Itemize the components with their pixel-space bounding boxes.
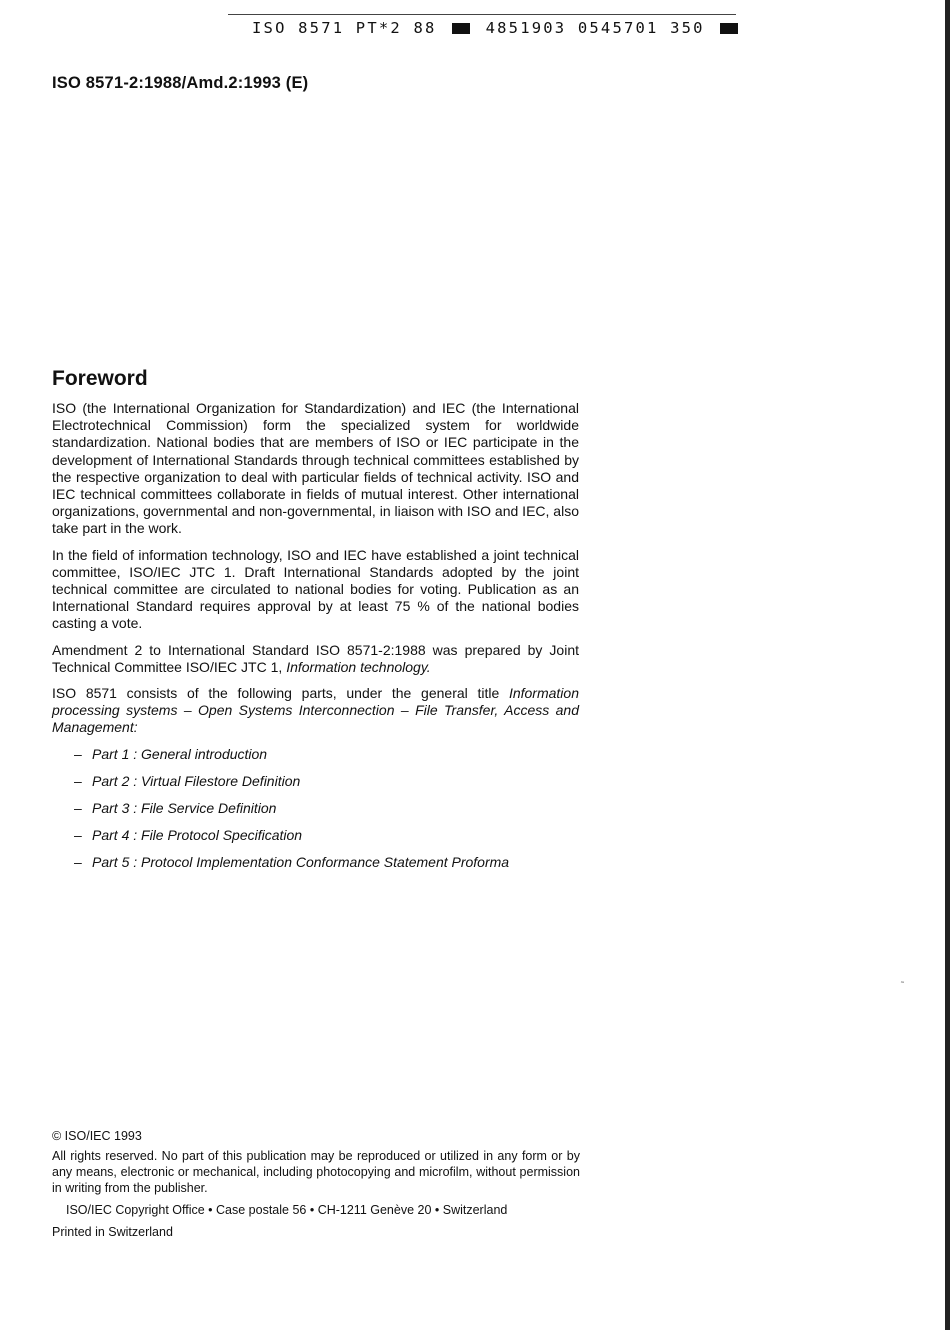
list-item: – Part 5 : Protocol Implementation Conformance Statement Proforma (52, 854, 579, 871)
standard-reference: ISO 8571-2:1988/Amd.2:1993 (E) (52, 74, 309, 92)
foreword-section (52, 366, 579, 881)
foreword-paragraph (52, 685, 579, 737)
copyright-block (52, 1128, 580, 1240)
parts-list (52, 746, 579, 871)
foreword-paragraph: ISO (the International Organization for Standardization) and IEC (the International Electrotechnical Commission) form the specialized system for worldwide standardization. National bodies that are members of ISO or IEC participate in the development of International Standards through technical committees established by the respective organization to deal with particular fields of technical activity. ISO and IEC technical committees collaborate in fields of mutual interest. Other international organizations, governmental and non-governmental, in liaison with ISO and IEC, also take part in the work. (52, 400, 579, 537)
foreword-paragraph (52, 642, 579, 676)
scan-block-mark (720, 23, 738, 34)
scan-top-line (228, 14, 736, 15)
list-item: – Part 1 : General introduction (52, 746, 579, 763)
copyright-office: ISO/IEC Copyright Office • Case postale 56 • CH-1211 Genève 20 • Switzerland (66, 1203, 508, 1217)
scan-edge-mark: ˜ (901, 980, 904, 990)
printed-in: Printed in Switzerland (52, 1225, 173, 1239)
copyright-notice: © ISO/IEC 1993 (52, 1129, 142, 1143)
scan-code-left: ISO 8571 PT*2 88 (252, 19, 437, 37)
italic-title: Information processing systems – Open Systems Interconnection – File Transfer, Access and Management: (52, 685, 579, 736)
scan-header-code (252, 19, 742, 37)
list-item: – Part 4 : File Protocol Specification (52, 827, 579, 844)
scan-code-right: 4851903 0545701 350 (485, 19, 705, 37)
italic-title: Information technology. (286, 658, 431, 675)
list-item: – Part 2 : Virtual Filestore Definition (52, 773, 579, 790)
list-item: – Part 3 : File Service Definition (52, 800, 579, 817)
foreword-paragraph: In the field of information technology, ISO and IEC have established a joint technical committee, ISO/IEC JTC 1. Draft International Standards adopted by the joint technical committee are circulated to national bodies for voting. Publication as an International Standard requires approval by at least 75 % of the national bodies casting a vote. (52, 546, 579, 632)
rights-statement: All rights reserved. No part of this publication may be reproduced or utilized in any form or by any means, electronic or mechanical, including photocopying and microfilm, without permission in writing from the publisher. (52, 1149, 580, 1195)
paragraph-text: Amendment 2 to International Standard ISO 8571-2:1988 was prepared by Joint Technical Committee ISO/IEC JTC 1, (52, 641, 579, 675)
paragraph-text: ISO 8571 consists of the following parts, under the general title (52, 685, 509, 702)
scan-right-edge (945, 0, 950, 1330)
foreword-title: Foreword (52, 367, 148, 390)
scan-block-mark (452, 23, 470, 34)
